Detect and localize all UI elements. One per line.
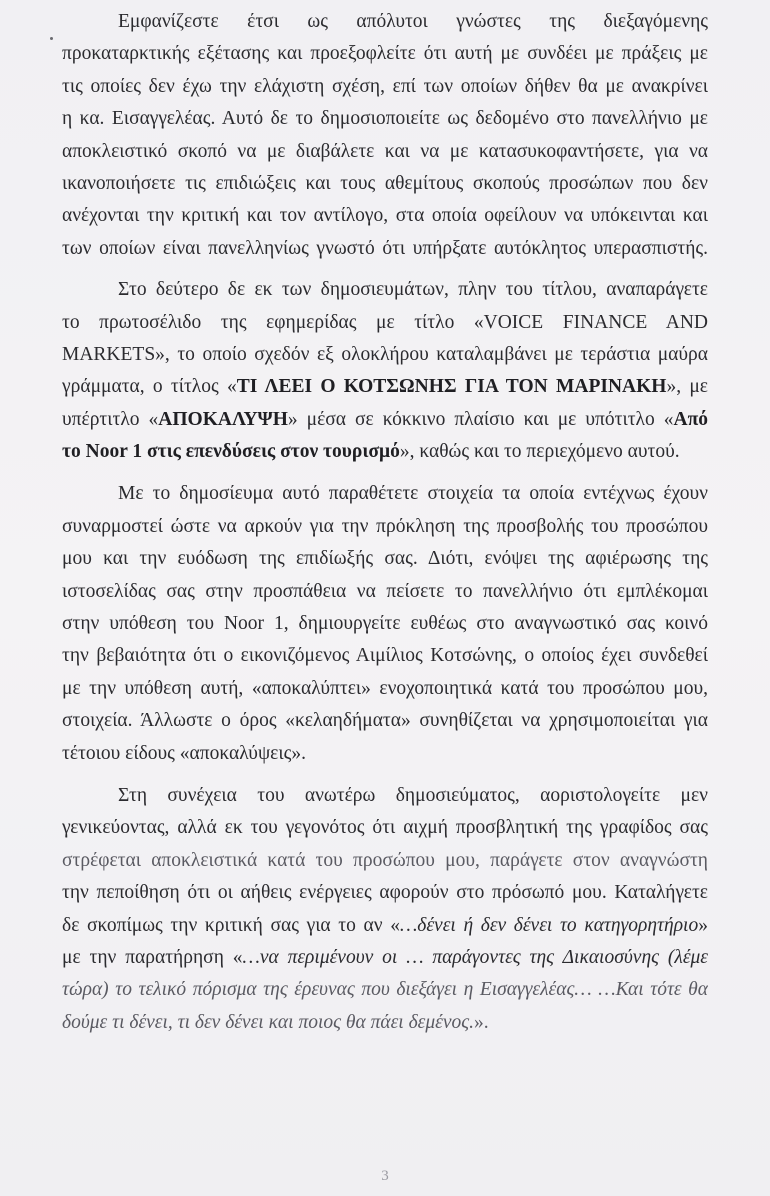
text-run: δε σκοπίμως την κριτική σας για το αν « bbox=[62, 914, 400, 936]
quoted-italic: …δένει ή δεν δένει το κατηγορητήριο bbox=[399, 914, 699, 936]
paragraph-4-line bbox=[62, 910, 708, 942]
document-body bbox=[62, 6, 708, 1049]
paragraph-4-line bbox=[62, 942, 708, 974]
text-run: με την παρατήρηση « bbox=[62, 946, 243, 968]
paragraph-2-line: MARKETS», το οποίο σχεδόν εξ ολοκλήρου καταλαμβάνει με τεράστια μαύρα bbox=[62, 343, 708, 365]
paragraph-4 bbox=[62, 780, 708, 1039]
paragraph-2 bbox=[62, 274, 708, 468]
scan-speck bbox=[50, 37, 53, 40]
page-number: 3 bbox=[381, 1168, 389, 1184]
paragraph-1-line: αποκλειστικό σκοπό να με διαβάλετε και να με κατασυκοφαντήσετε, για να bbox=[62, 140, 708, 162]
paragraph-4-line: την πεποίθηση ότι οι αήθεις ενέργειες αφορούν στο πρόσωπό μου. Καταλήγετε bbox=[62, 882, 708, 904]
paragraph-3-line: Με το δημοσίευμα αυτό παραθέτετε στοιχεία τα οποία εντέχνως έχουν bbox=[118, 483, 708, 505]
paragraph-2-line bbox=[62, 436, 708, 468]
paragraph-1-line: ικανοποιήσετε τις επιδιώξεις και τους αθεμίτους σκοπούς προσώπων που δεν bbox=[62, 172, 708, 194]
paragraph-2-line bbox=[62, 404, 708, 436]
paragraph-3-line: τέτοιου είδους «αποκαλύψεις». bbox=[62, 742, 306, 764]
quoted-italic: δούμε τι δένει, τι δεν δένει και ποιος θα πάει δεμένος. bbox=[62, 1011, 475, 1033]
paragraph-1-line: η κα. Εισαγγελέας. Αυτό δε το δημοσιοποιείτε ως δεδομένο στο πανελλήνιο με bbox=[62, 108, 708, 130]
subtitle-bold: Από bbox=[673, 408, 708, 430]
quoted-italic: …να περιμένουν οι … παράγοντες της Δικαιοσύνης (λέμε bbox=[242, 946, 708, 968]
paragraph-3-line: με την υπόθεση αυτή, «αποκαλύπτει» ενοχοποιητικά κατά του προσώπου μου, bbox=[62, 677, 708, 699]
paragraph-4-line: γενικεύοντας, αλλά εκ του γεγονότος ότι αιχμή προσβλητική της γραφίδος σας bbox=[62, 817, 708, 839]
text-run: ». bbox=[474, 1011, 489, 1033]
paragraph-1-line: προκαταρκτικής εξέτασης και προεξοφλείτε ότι αυτή με συνδέει με πράξεις με bbox=[62, 43, 708, 65]
paragraph-1-line: τις οποίες δεν έχω την ελάχιστη σχέση, επί των οποίων δήθεν θα με ανακρίνει bbox=[62, 75, 708, 97]
paragraph-2-line: Στο δεύτερο δε εκ των δημοσιευμάτων, πλην του τίτλου, αναπαράγετε bbox=[118, 279, 708, 301]
paragraph-4-line: στρέφεται αποκλειστικά κατά του προσώπου μου, παράγετε στον αναγνώστη bbox=[62, 849, 708, 871]
paragraph-3-line: συναρμοστεί ώστε να αρκούν για την πρόκληση της προσβολής του προσώπου bbox=[62, 515, 708, 537]
paragraph-3-line: την βεβαιότητα ότι ο εικονιζόμενος Αιμίλιος Κοτσώνης, ο οποίος έχει συνδεθεί bbox=[62, 645, 708, 667]
text-run: », με bbox=[666, 376, 708, 398]
paragraph-3-line: μου και την ευόδωση της επιδίωξής σας. Διότι, ενόψει της αφιέρωσης της bbox=[62, 548, 708, 570]
paragraph-4-line bbox=[62, 1007, 708, 1039]
paragraph-2-line bbox=[62, 371, 708, 403]
paragraph-2-line: το πρωτοσέλιδο της εφημερίδας με τίτλο «VOICE FINANCE AND bbox=[62, 311, 708, 333]
quoted-italic: τώρα) το τελικό πόρισμα της έρευνας που διεξάγει η Εισαγγελέας… …Και τότε θα bbox=[62, 979, 708, 1001]
paragraph-4-line bbox=[62, 974, 708, 1006]
paragraph-3-line: ιστοσελίδας σας στην προσπάθεια να πείσετε το πανελλήνιο ότι εμπλέκομαι bbox=[62, 580, 708, 602]
paragraph-3-line: στην υπόθεση του Noor 1, δημιουργείτε ευθέως στο αναγνωστικό σας κοινό bbox=[62, 613, 708, 635]
paragraph-4-line: Στη συνέχεια του ανωτέρω δημοσιεύματος, αοριστολογείτε μεν bbox=[118, 784, 708, 806]
text-run: », καθώς και το περιεχόμενο αυτού. bbox=[399, 441, 680, 463]
text-run: γράμματα, ο τίτλος « bbox=[62, 376, 237, 398]
paragraph-3 bbox=[62, 478, 708, 770]
subtitle-bold: το Noor 1 στις επενδύσεις στον τουρισμό bbox=[62, 441, 400, 463]
paragraph-1-line: Εμφανίζεστε έτσι ως απόλυτοι γνώστες της διεξαγόμενης bbox=[118, 11, 708, 32]
paragraph-1 bbox=[62, 6, 708, 265]
overtitle-bold: ΑΠΟΚΑΛΥΨΗ bbox=[158, 408, 288, 430]
text-run: » μέσα σε κόκκινο πλαίσιο και με υπότιτλο « bbox=[287, 408, 674, 430]
paragraph-3-line: στοιχεία. Άλλωστε ο όρος «κελαηδήματα» συνηθίζεται να χρησιμοποιείται για bbox=[62, 710, 708, 732]
text-run: υπέρτιτλο « bbox=[62, 408, 159, 430]
text-run: » bbox=[698, 914, 708, 936]
newspaper-title-bold: ΤΙ ΛΕΕΙ Ο ΚΟΤΣΩΝΗΣ ΓΙΑ ΤΟΝ ΜΑΡΙΝΑΚΗ bbox=[236, 376, 667, 398]
paragraph-1-line: των οποίων είναι πανελληνίως γνωστό ότι υπήρξατε αυτόκλητος υπερασπιστής. bbox=[62, 237, 708, 259]
paragraph-1-line: ανέχονται την κριτική και τον αντίλογο, στα οποία οφείλουν να υπόκεινται και bbox=[62, 205, 708, 227]
